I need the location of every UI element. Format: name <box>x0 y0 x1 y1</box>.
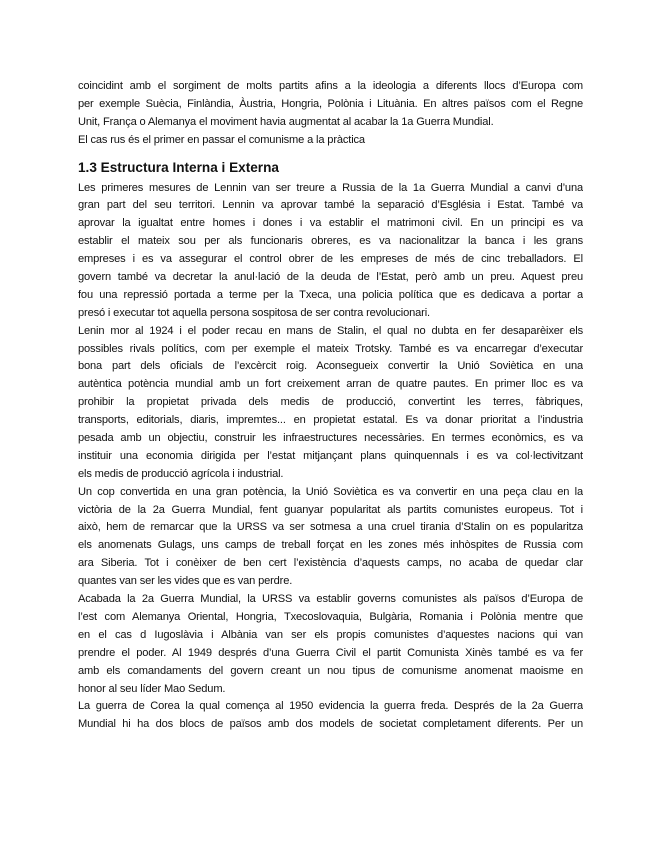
text-line: aprovar la igualtat entre homes i dones i va establir el matrimoni civil. En un principi es va <box>78 217 583 230</box>
text-line: Un cop convertida en una gran potència, la Unió Soviètica es va convertir en una peça clau en la <box>78 485 583 498</box>
text-line: bona part dels oficials de l’excèrcit roig. Aconsegueix convertir la Unió Soviètica en una <box>78 360 583 373</box>
text-line: possibles rivals polítics, com per exemple el mateix Trotsky. També es va encarregar d’executar <box>78 342 583 355</box>
page-content <box>78 78 583 734</box>
text-line: amb els comandaments del govern creant un nou tipus de comunisme anomenat maoisme en <box>78 664 583 677</box>
text-line: per exemple Suècia, Finlàndia, Àustria, Hongria, Polònia i Lituània. En altres països com el Regne <box>78 97 583 110</box>
text-line: Acabada la 2a Guerra Mundial, la URSS va establir governs comunistes als països d’Europa de <box>78 593 583 606</box>
intro-paragraph <box>78 78 583 150</box>
text-line: La guerra de Corea la qual comença al 1950 evidencia la guerra freda. Després de la 2a Guerra <box>78 700 583 713</box>
text-line: Unit, França o Alemanya el moviment havia augmentat al acabar la 1a Guerra Mundial. <box>78 115 494 128</box>
text-line: instituir una economia dirigida per l’estat mitjançant plans quinquennals i es va col·lectivitzant <box>78 449 583 462</box>
text-line: empreses i es va assegurar el control obrer de les empreses de més de cinc treballadors. El <box>78 253 583 266</box>
text-line: ara Siberia. Tot i conèixer de ben cert l’existència d’aquests camps, no acaba de quedar clar <box>78 557 583 570</box>
section-heading: 1.3 Estructura Interna i Externa <box>78 159 279 175</box>
text-line: presó i executar tot aquella persona sospitosa de ser contra revolucionari. <box>78 306 430 319</box>
text-line: quantes van ser les vides que es van perdre. <box>78 575 293 588</box>
text-line: en el cas d Iugoslàvia i Albània van ser els propis comunistes d’aquestes nacions qui van <box>78 628 583 641</box>
text-line: autèntica potència mundial amb un fort creixement arran de quatre pautes. En primer lloc es va <box>78 378 583 391</box>
text-line: els medis de producció agrícola i industrial. <box>78 467 284 480</box>
text-line: això, hem de remarcar que la URSS va ser sotmesa a una cruel tirania d’Stalin on es popularitza <box>78 521 583 534</box>
text-line: coincidint amb el sorgiment de molts partits afins a la ideologia a diferents llocs d’Europa com <box>78 80 583 92</box>
text-line: honor al seu líder Mao Sedum. <box>78 682 226 695</box>
text-line: fou una repressió portada a terme per la Txeca, una policia política que es dedicava a portar a <box>78 288 583 301</box>
text-line: pesada amb un objectiu, construir les infraestructures necessàries. En termes econòmics, es va <box>78 432 583 445</box>
text-line: els anomenats Gulags, uns camps de treball forçat en les zones més inhòspites de Russia com <box>78 539 583 552</box>
text-line: transports, editorials, diaris, impremtes... en propietat estatal. Es va donar prioritat a l’industria <box>78 414 583 427</box>
text-line: gran part del seu territori. Lennin va aprovar també la separació d’Església i Estat. També va <box>78 199 583 212</box>
text-line: victòria de la 2a Guerra Mundial, fent guanyar popularitat als partits comunistes europeus. Tot i <box>78 503 583 516</box>
text-line: prohibir la propietat privada dels medis de producció, convertint les terres, fàbriques, <box>78 396 583 409</box>
text-line: prendre el poder. Al 1949 després d’una Guerra Civil el partit Comunista Xinès també es va fer <box>78 646 583 659</box>
text-line: l’est com Alemanya Oriental, Hongria, Txecoslovaquia, Bulgària, Romania i Polònia mentre que <box>78 610 583 623</box>
text-line: Les primeres mesures de Lennin van ser treure a Russia de la 1a Guerra Mundial a canvi d’una <box>78 181 583 194</box>
section-body <box>78 180 583 735</box>
text-line: govern també va decretar la anul·lació de la deuda de l’Estat, però amb un preu. Aquest preu <box>78 271 583 284</box>
text-line: Mundial hi ha dos blocs de països amb dos models de societat completament diferents. Per un <box>78 718 583 731</box>
text-line: Lenin mor al 1924 i el poder recau en mans de Stalin, el qual no dubta en fer desaparèixer els <box>78 324 583 337</box>
text-line: El cas rus és el primer en passar el comunisme a la pràctica <box>78 133 365 146</box>
text-line: establir el mateix sou per als funcionaris obreres, es va nacionalitzar la banca i les grans <box>78 235 583 248</box>
